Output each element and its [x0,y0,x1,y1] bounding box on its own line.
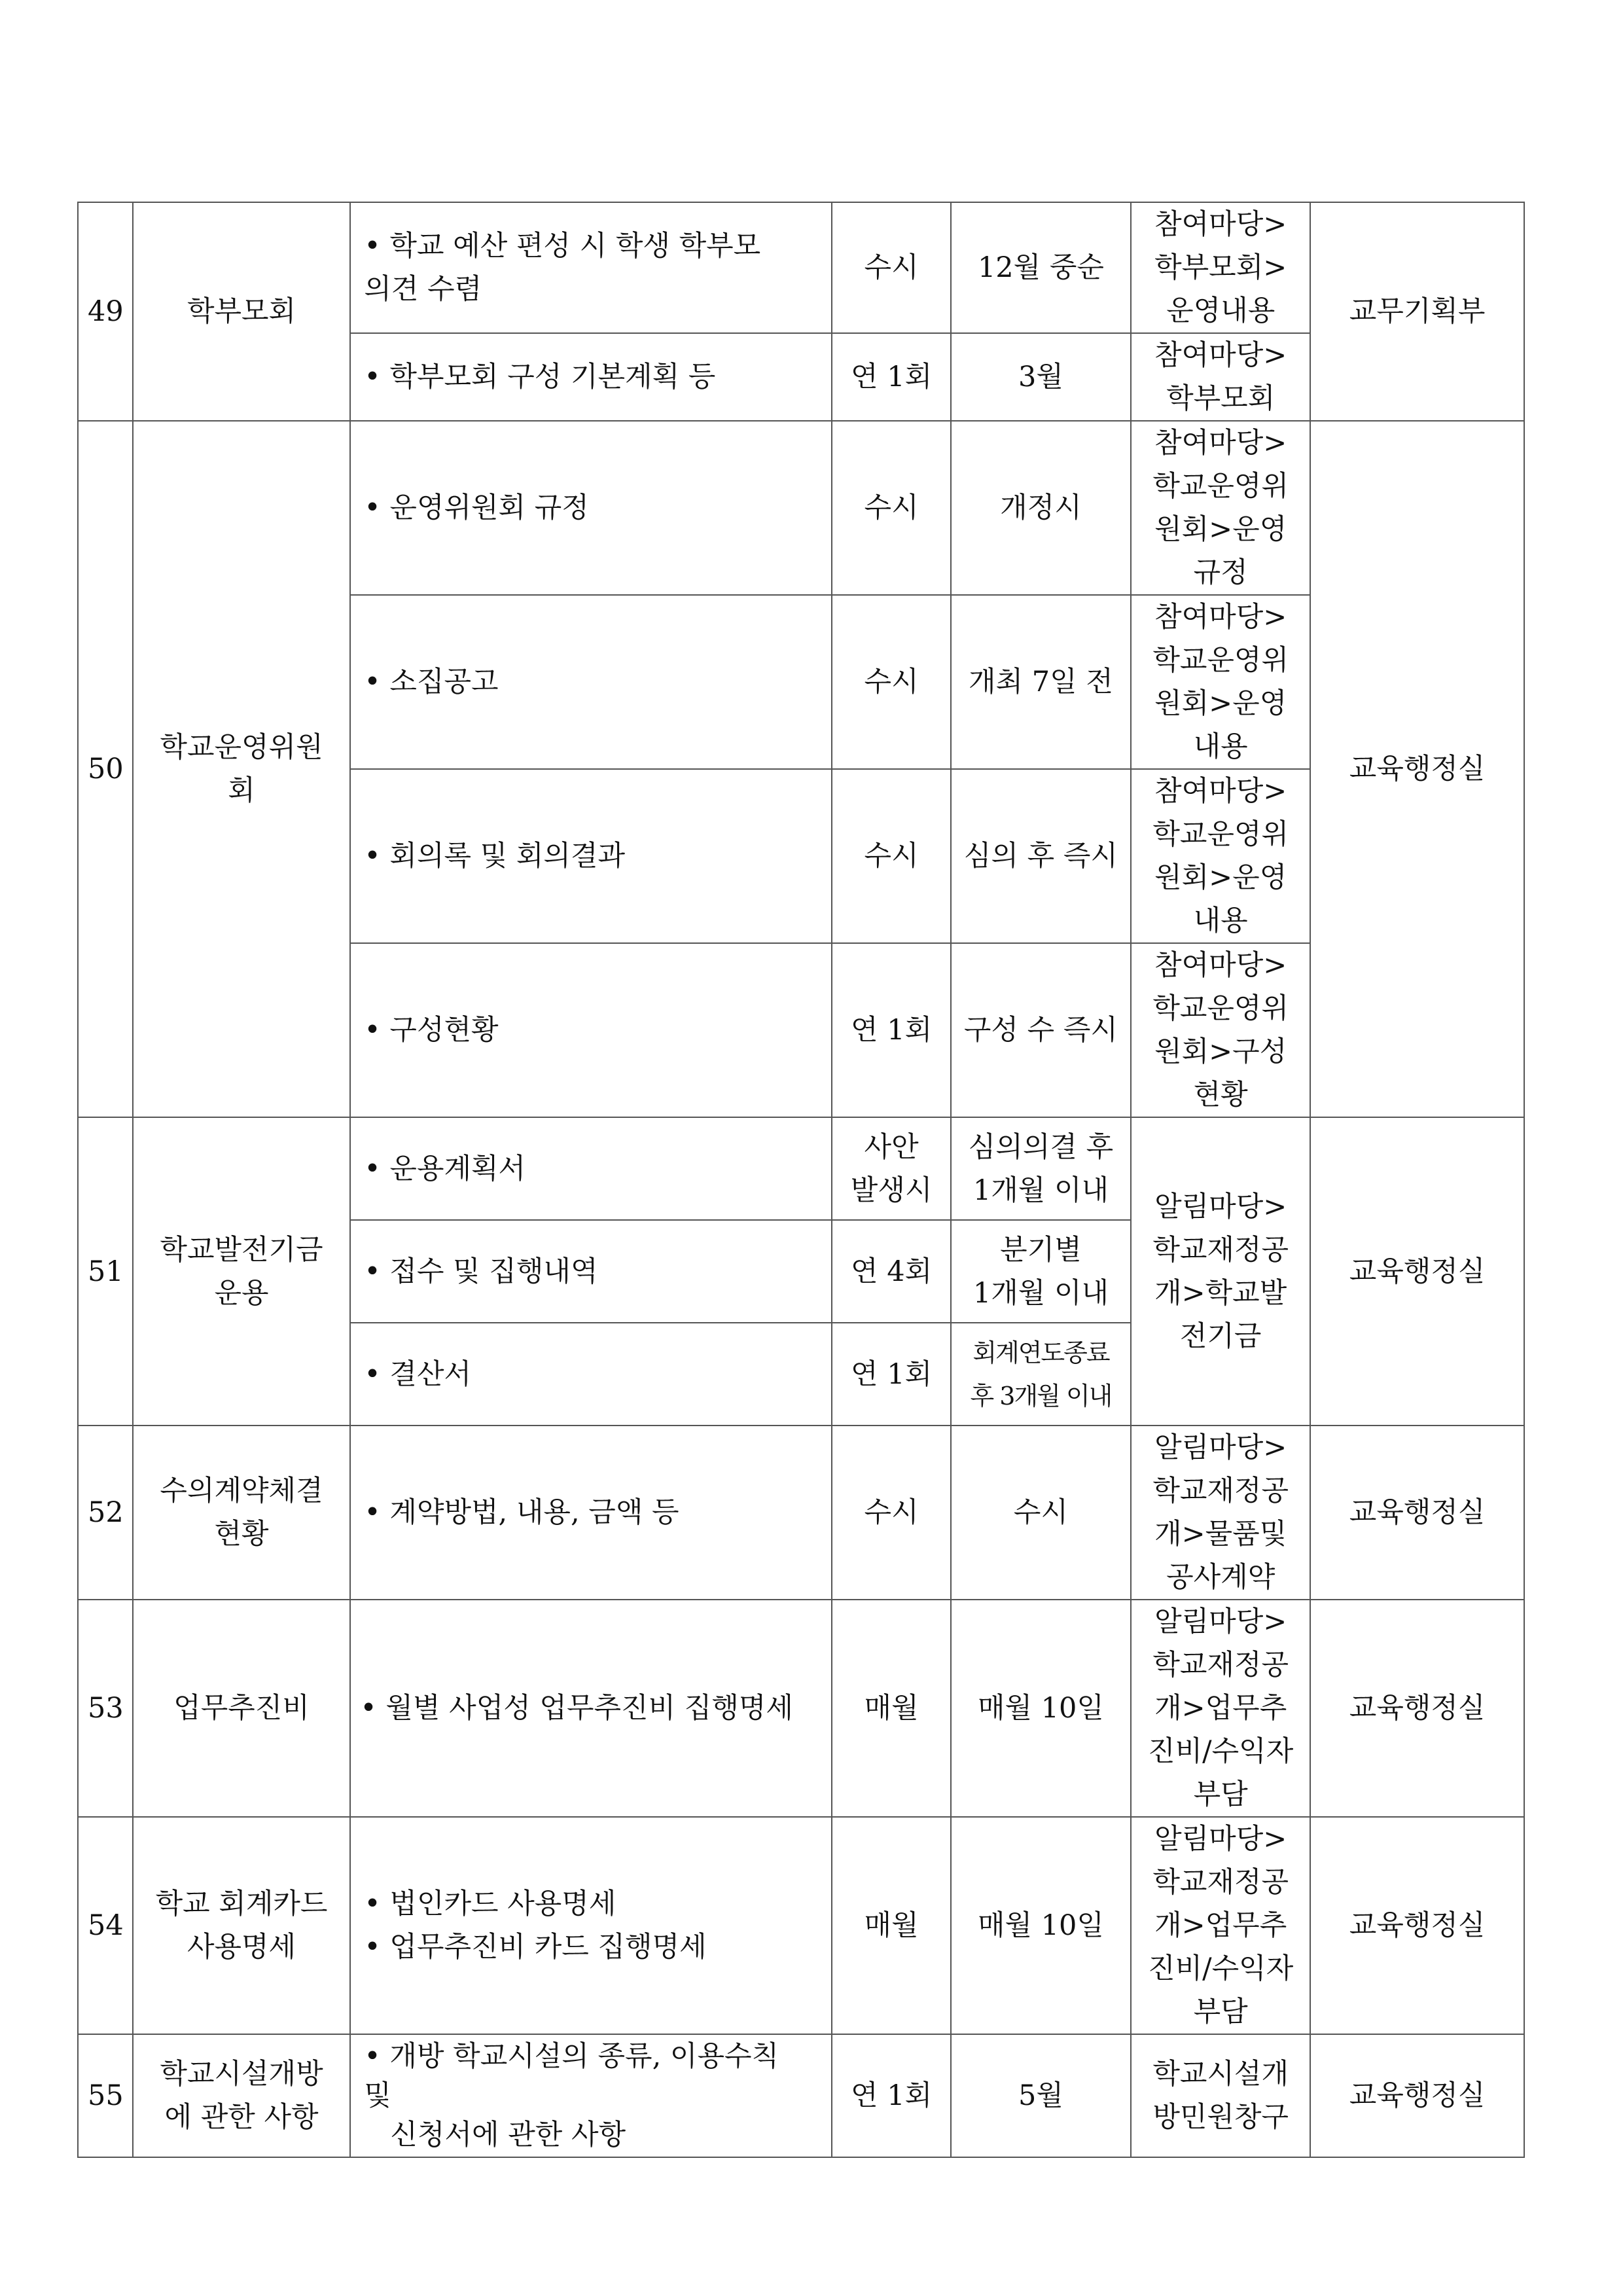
item-content: • 계약방법, 내용, 금액 등 [350,1426,832,1600]
item-content: • 운용계획서 [350,1117,832,1220]
item-content: • 접수 및 집행내역 [350,1220,832,1323]
disclosure-location: 참여마당> 학교운영위 원회>운영 내용 [1131,769,1310,943]
item-name: 학부모회 [133,202,351,421]
table-row [78,2034,1524,2157]
disclosure-location: 알림마당> 학교재정공 개>업무추 진비/수익자 부담 [1131,1817,1310,2034]
disclosure-cycle: 매월 [832,1600,950,1817]
item-number: 54 [78,1817,133,2034]
disclosure-timing: 회계연도종료 후 3개월 이내 [951,1323,1131,1426]
responsible-department: 교육행정실 [1310,2034,1524,2157]
responsible-department: 교육행정실 [1310,1817,1524,2034]
disclosure-cycle: 연 1회 [832,2034,950,2157]
disclosure-timing: 3월 [951,333,1131,421]
item-content: • 학부모회 구성 기본계획 등 [350,333,832,421]
item-number: 52 [78,1426,133,1600]
disclosure-timing: 5월 [951,2034,1131,2157]
disclosure-timing: 수시 [951,1426,1131,1600]
table-row [78,1600,1524,1817]
item-content: • 운영위원회 규정 [350,421,832,595]
disclosure-timing: 12월 중순 [951,202,1131,333]
item-name: 학교시설개방 에 관한 사항 [133,2034,351,2157]
item-content: • 월별 사업성 업무추진비 집행명세 [350,1600,832,1817]
disclosure-timing: 매월 10일 [951,1600,1131,1817]
disclosure-cycle: 수시 [832,769,950,943]
item-name: 수의계약체결 현황 [133,1426,351,1600]
item-content: • 구성현황 [350,943,832,1117]
item-content: • 소집공고 [350,595,832,769]
item-number: 49 [78,202,133,421]
disclosure-location: 참여마당> 학부모회> 운영내용 [1131,202,1310,333]
disclosure-cycle: 수시 [832,421,950,595]
disclosure-cycle: 연 1회 [832,333,950,421]
item-number: 53 [78,1600,133,1817]
responsible-department: 교육행정실 [1310,1426,1524,1600]
table-row [78,202,1524,333]
disclosure-timing: 심의의결 후 1개월 이내 [951,1117,1131,1220]
disclosure-timing: 분기별 1개월 이내 [951,1220,1131,1323]
disclosure-timing: 구성 수 즉시 [951,943,1131,1117]
disclosure-location: 알림마당> 학교재정공 개>업무추 진비/수익자 부담 [1131,1600,1310,1817]
disclosure-location: 참여마당> 학교운영위 원회>운영 내용 [1131,595,1310,769]
item-name: 학교 회계카드 사용명세 [133,1817,351,2034]
item-content: • 법인카드 사용명세 • 업무추진비 카드 집행명세 [350,1817,832,2034]
disclosure-cycle: 연 1회 [832,943,950,1117]
disclosure-location: 참여마당> 학교운영위 원회>운영 규정 [1131,421,1310,595]
disclosure-cycle: 수시 [832,1426,950,1600]
item-name: 학교운영위원 회 [133,421,351,1117]
disclosure-timing: 심의 후 즉시 [951,769,1131,943]
disclosure-timing: 개최 7일 전 [951,595,1131,769]
item-name: 업무추진비 [133,1600,351,1817]
disclosure-cycle: 수시 [832,202,950,333]
disclosure-cycle: 연 4회 [832,1220,950,1323]
disclosure-location: 참여마당> 학교운영위 원회>구성 현황 [1131,943,1310,1117]
disclosure-cycle: 매월 [832,1817,950,2034]
item-content: • 결산서 [350,1323,832,1426]
item-number: 51 [78,1117,133,1426]
disclosure-location: 알림마당> 학교재정공 개>물품및 공사계약 [1131,1426,1310,1600]
item-number: 50 [78,421,133,1117]
responsible-department: 교무기획부 [1310,202,1524,421]
table-row [78,1817,1524,2034]
item-content: • 개방 학교시설의 종류, 이용수칙 및 신청서에 관한 사항 [350,2034,832,2157]
item-name: 학교발전기금 운용 [133,1117,351,1426]
responsible-department: 교육행정실 [1310,421,1524,1117]
item-content: • 학교 예산 편성 시 학생 학부모 의견 수렴 [350,202,832,333]
disclosure-table [77,202,1525,2158]
table-row [78,1426,1524,1600]
disclosure-location: 학교시설개 방민원창구 [1131,2034,1310,2157]
disclosure-timing: 개정시 [951,421,1131,595]
disclosure-timing: 매월 10일 [951,1817,1131,2034]
disclosure-location: 알림마당> 학교재정공 개>학교발 전기금 [1131,1117,1310,1426]
responsible-department: 교육행정실 [1310,1117,1524,1426]
item-number: 55 [78,2034,133,2157]
responsible-department: 교육행정실 [1310,1600,1524,1817]
table-row [78,421,1524,595]
disclosure-cycle: 연 1회 [832,1323,950,1426]
disclosure-cycle: 사안 발생시 [832,1117,950,1220]
disclosure-location: 참여마당> 학부모회 [1131,333,1310,421]
item-content: • 회의록 및 회의결과 [350,769,832,943]
disclosure-cycle: 수시 [832,595,950,769]
table-row [78,1117,1524,1220]
